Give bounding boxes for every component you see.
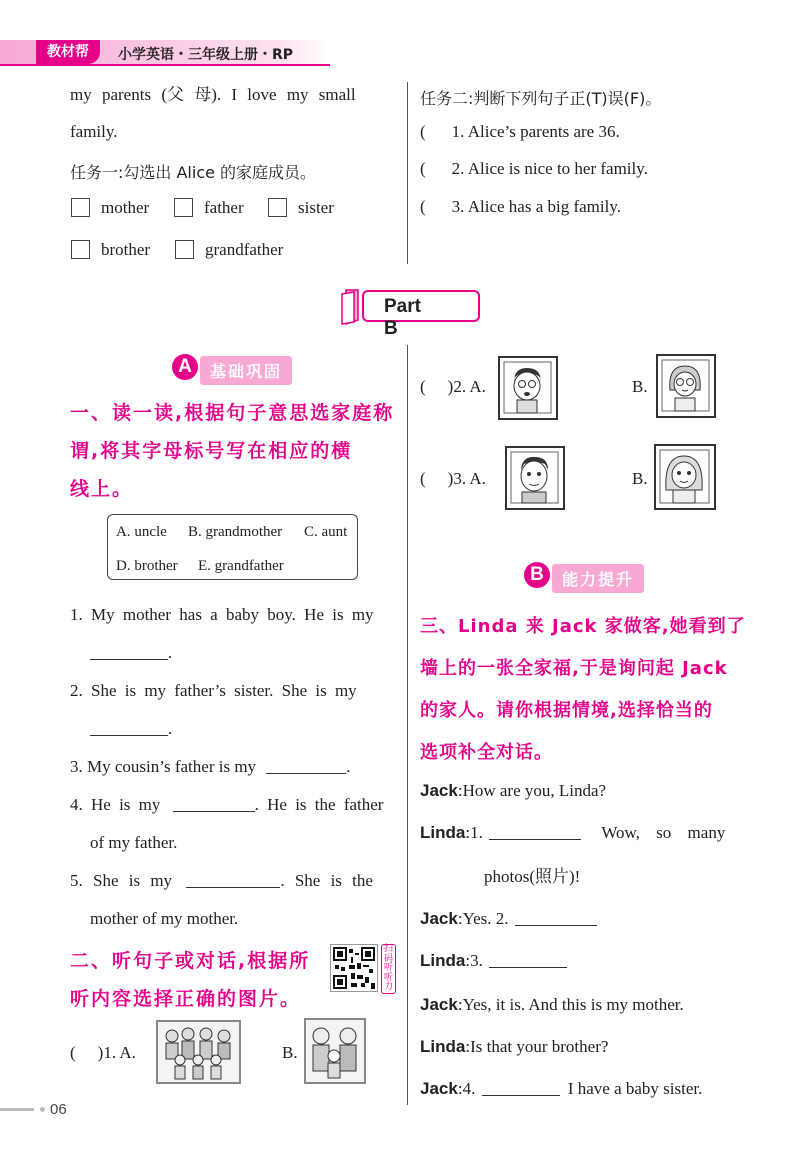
footer-dot (40, 1107, 45, 1112)
word-box (107, 514, 358, 580)
tf-item[interactable]: ( 1. Alice’s parents are 36. (420, 122, 620, 141)
picture-option-man[interactable] (505, 446, 565, 510)
speaker-name: Jack (420, 995, 458, 1014)
checkbox[interactable] (175, 240, 194, 259)
answer-blank[interactable] (186, 872, 280, 888)
tf-item-text: 1. Alice’s parents are 36. (451, 122, 620, 141)
woman-portrait-icon (656, 446, 713, 507)
checkbox-option[interactable] (174, 198, 244, 222)
speaker-name: Linda (420, 1037, 466, 1056)
brand-badge (36, 40, 100, 64)
speaker-name: Linda (420, 823, 466, 842)
picture-option-family-large[interactable] (156, 1020, 241, 1084)
question-title: 二、听句子或对话,根据所 (70, 950, 311, 972)
word-option: D. brother (116, 558, 178, 574)
question-title: 谓,将其字母标号写在相应的横 (70, 440, 353, 462)
word-option: A. uncle (116, 524, 167, 540)
option-b-label: B. (282, 1043, 298, 1062)
speaker-name: Jack (420, 781, 458, 800)
dialog-line: Jack:4. I have a baby sister. (420, 1079, 703, 1098)
answer-blank[interactable] (515, 910, 597, 926)
dialog-line: Jack:Yes, it is. And this is my mother. (420, 995, 684, 1014)
footer-rule (0, 1108, 34, 1111)
picture-option-family-small[interactable] (304, 1018, 366, 1084)
question-title: 墙上的一张全家福,于是询问起 Jack (420, 658, 728, 679)
exercise-item: 3. My cousin’s father is my . (70, 757, 351, 776)
checkbox-option[interactable] (71, 198, 149, 222)
answer-blank[interactable] (266, 758, 346, 774)
text-line: my parents (父 母). I love my small (70, 85, 356, 104)
question-title: 的家人。请你根据情境,选择恰当的 (420, 700, 713, 721)
exercise-item: mother of my mother. (90, 909, 239, 928)
exercise-item: 5. She is my . She is the (70, 871, 373, 890)
exercise-item: 1. My mother has a baby boy. He is my (70, 605, 374, 624)
family-large-icon (158, 1022, 239, 1082)
picture-option-boy[interactable] (498, 356, 558, 420)
question-title: 听内容选择正确的图片。 (70, 988, 302, 1010)
exercise-item: 2. She is my father’s sister. She is my (70, 681, 357, 700)
exercise-item: 4. He is my . He is the father (70, 795, 384, 814)
word-option: C. aunt (304, 524, 348, 540)
answer-blank-row[interactable]: . (90, 720, 172, 737)
task-two-title: 任务二:判断下列句子正(T)误(F)。 (420, 89, 662, 108)
section-title: 能力提升 (552, 564, 644, 593)
dialog-line: Linda:3. (420, 952, 567, 969)
qr-code-icon (333, 947, 375, 989)
word-option: B. grandmother (188, 524, 283, 540)
girl-glasses-portrait-icon (658, 356, 713, 415)
option-label: mother (101, 198, 150, 217)
checkbox-option[interactable] (175, 240, 283, 264)
dialog-line: photos(照片)! (484, 867, 581, 886)
header-bar (0, 40, 800, 70)
checkbox[interactable] (71, 240, 90, 259)
question-title: 线上。 (70, 478, 134, 500)
tf-item[interactable]: ( 3. Alice has a big family. (420, 197, 621, 216)
answer-blank[interactable] (482, 1080, 560, 1096)
option-label: grandfather (205, 240, 284, 259)
dialog-line: Jack:How are you, Linda? (420, 781, 607, 800)
checkbox[interactable] (174, 198, 193, 217)
answer-blank[interactable] (489, 952, 567, 968)
question-title: 一、读一读,根据句子意思选家庭称 (70, 402, 395, 424)
speaker-name: Linda (420, 951, 466, 970)
checkbox[interactable] (268, 198, 287, 217)
column-divider-top (407, 82, 408, 264)
qr-code[interactable] (330, 944, 378, 992)
option-b-label: B. (632, 377, 648, 396)
section-letter: B (524, 562, 550, 588)
answer-blank[interactable] (489, 824, 581, 840)
answer-blank-row[interactable]: . (90, 644, 172, 661)
listen-item[interactable]: ( )2. A. (420, 377, 486, 396)
question-title: 三、Linda 来 Jack 家做客,她看到了 (420, 616, 746, 637)
book-subtitle: 小学英语・三年级上册・RP (118, 47, 294, 63)
family-small-icon (306, 1020, 364, 1082)
tf-item[interactable]: ( 2. Alice is nice to her family. (420, 159, 648, 178)
man-portrait-icon (507, 448, 562, 507)
dialog-line: Jack:Yes. 2. (420, 910, 597, 927)
text-line: family. (70, 122, 118, 141)
option-label: father (204, 198, 244, 217)
answer-blank[interactable] (90, 720, 168, 736)
boy-portrait-icon (500, 358, 555, 417)
column-divider-bottom (407, 345, 408, 1105)
checkbox-option[interactable] (268, 198, 334, 222)
checkbox[interactable] (71, 198, 90, 217)
book-icon (340, 288, 362, 326)
section-letter: A (172, 354, 198, 380)
tf-item-text: 2. Alice is nice to her family. (451, 159, 648, 178)
answer-blank[interactable] (173, 796, 255, 812)
section-title: 基础巩固 (200, 356, 292, 385)
page-number: 06 (50, 1101, 67, 1118)
option-label: brother (101, 240, 151, 259)
qr-caption: 扫码听听力 (381, 944, 396, 994)
question-title: 选项补全对话。 (420, 742, 553, 763)
picture-option-woman[interactable] (654, 444, 716, 510)
word-option: E. grandfather (198, 558, 284, 574)
answer-blank[interactable] (90, 644, 168, 660)
speaker-name: Jack (420, 909, 458, 928)
option-label: sister (298, 198, 334, 217)
listen-item[interactable]: ( )1. A. (70, 1043, 136, 1062)
part-label: Part B (384, 296, 421, 339)
speaker-name: Jack (420, 1079, 458, 1098)
exercise-item: of my father. (90, 833, 178, 852)
task-one-title: 任务一:勾选出 Alice 的家庭成员。 (70, 163, 317, 182)
option-b-label: B. (632, 469, 648, 488)
checkbox-option[interactable] (71, 240, 150, 264)
brand-name: 教材帮 (47, 44, 89, 60)
picture-option-girl-glasses[interactable] (656, 354, 716, 418)
tf-item-text: 3. Alice has a big family. (451, 197, 621, 216)
dialog-line: Linda:Is that your brother? (420, 1037, 609, 1056)
dialog-line: Linda:1. Wow, so many (420, 823, 726, 842)
listen-item[interactable]: ( )3. A. (420, 469, 486, 488)
